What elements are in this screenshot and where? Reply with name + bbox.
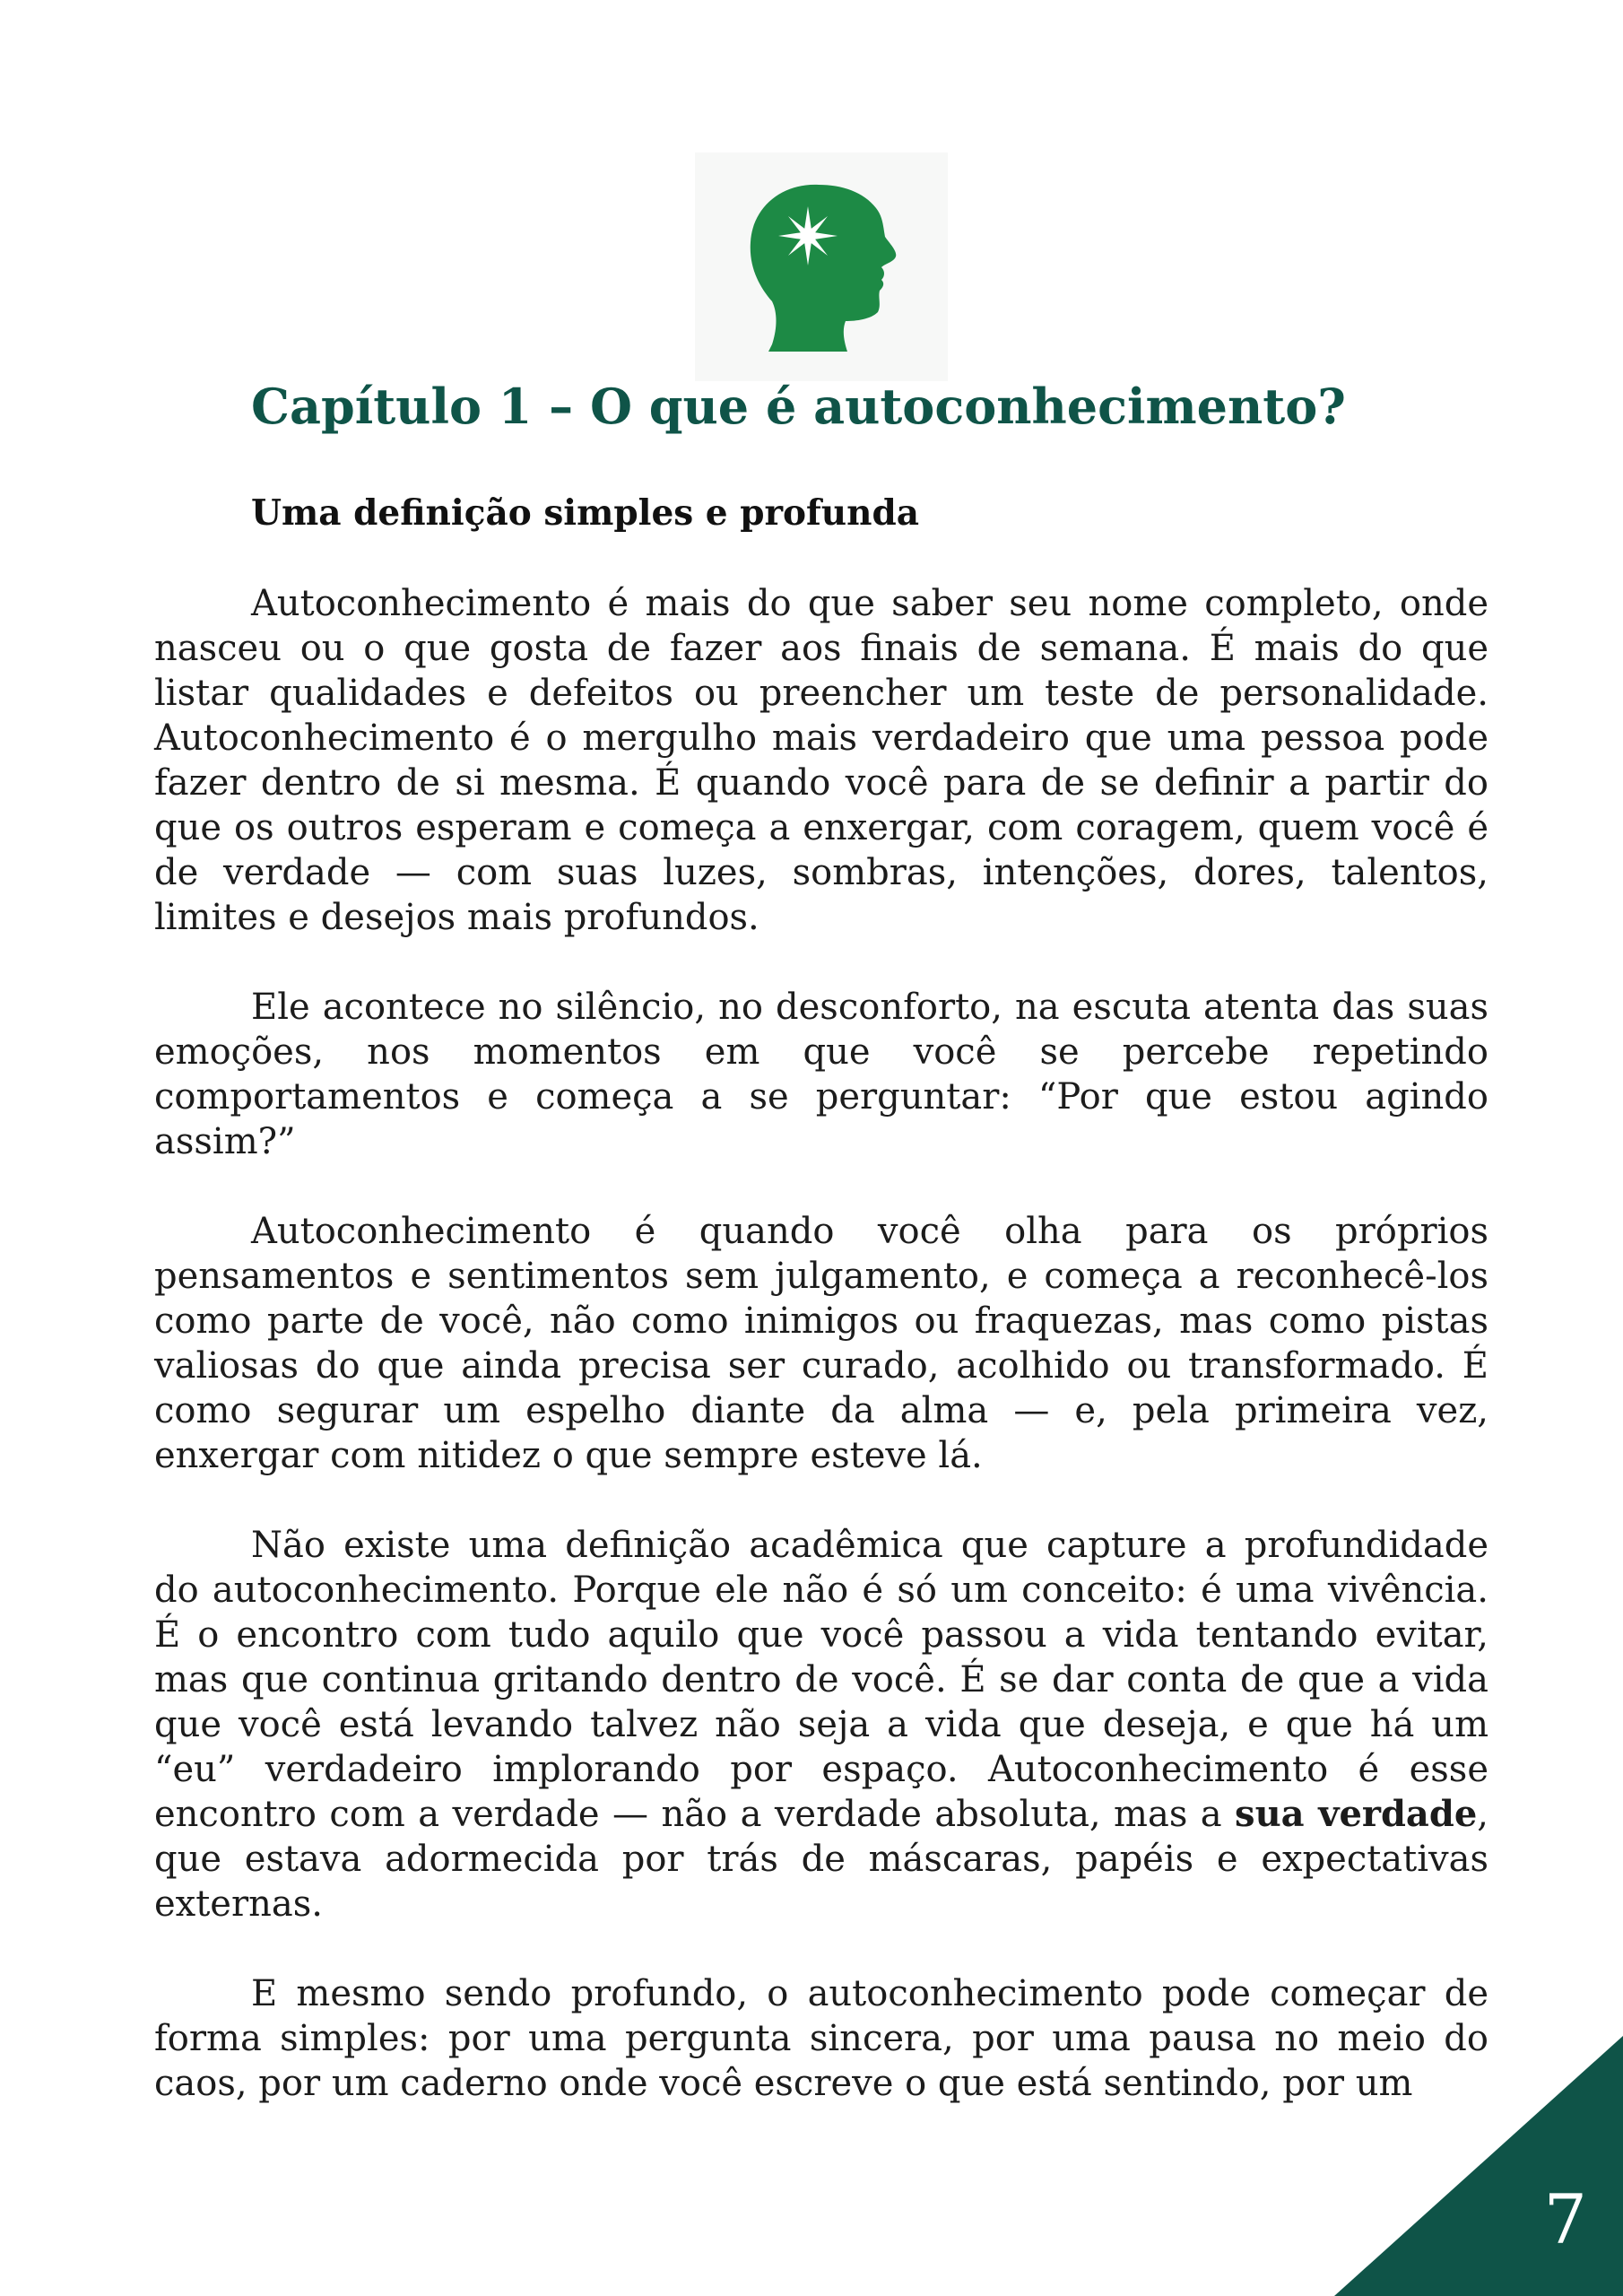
- head-with-star-icon: [695, 152, 948, 381]
- paragraph-4-start: Não existe uma definição acadêmica que capture a profundidade do autoconhecimento. Porque ele não é só um conceito: é uma vivência. É o encontro com tudo aquilo que você passou a vida tentando evitar, mas que continua gritando dentro de você. É se dar conta de que a vida que você está levando talvez não seja a vida que deseja, e que há um “eu” verdadeiro implorando por espaço. Autoconhecimento é esse encontro com a verdade — não a verdade absoluta, mas a: [154, 1525, 1488, 1835]
- paragraph-4-end: , que estava adormecida por trás de máscaras, papéis e expectativas externas.: [154, 1794, 1488, 1925]
- paragraph-2: Ele acontece no silêncio, no desconforto, na escuta atenta das suas emoções, nos momentos em que você se percebe repetindo comportamentos e começa a se perguntar: “Por que estou agindo assim?”: [154, 987, 1488, 1162]
- paragraph-1: Autoconhecimento é mais do que saber seu nome completo, onde nasceu ou o que gosta de fazer aos finais de semana. É mais do que listar qualidades e defeitos ou preencher um teste de personalidade. Autoconhecimento é o mergulho mais verdadeiro que uma pessoa pode fazer dentro de si mesma. É quando você para de se definir a partir do que os outros esperam e começa a enxergar, com coragem, quem você é de verdade — com suas luzes, sombras, intenções, dores, talentos, limites e desejos mais profundos.: [154, 583, 1488, 938]
- paragraph-5: E mesmo sendo profundo, o autoconhecimento pode começar de forma simples: por uma pergunta sincera, por uma pausa no meio do caos, por um caderno onde você escreve o que está sentindo, por um: [154, 1973, 1488, 2104]
- body-text: [154, 581, 1488, 2151]
- page-number: 7: [1543, 2179, 1587, 2259]
- section-title: Uma definição simples e profunda: [251, 492, 920, 534]
- bold-sua-verdade: sua verdade: [1235, 1793, 1478, 1835]
- chapter-title: Capítulo 1 – O que é autoconhecimento?: [251, 378, 1346, 435]
- paragraph-4: [154, 1523, 1488, 1926]
- paragraph-3: Autoconhecimento é quando você olha para os próprios pensamentos e sentimentos sem julgamento, e começa a reconhecê-los como parte de você, não como inimigos ou fraquezas, mas como pistas valiosas do que ainda precisa ser curado, acolhido ou transformado. É como segurar um espelho diante da alma — e, pela primeira vez, enxergar com nitidez o que sempre esteve lá.: [154, 1211, 1488, 1476]
